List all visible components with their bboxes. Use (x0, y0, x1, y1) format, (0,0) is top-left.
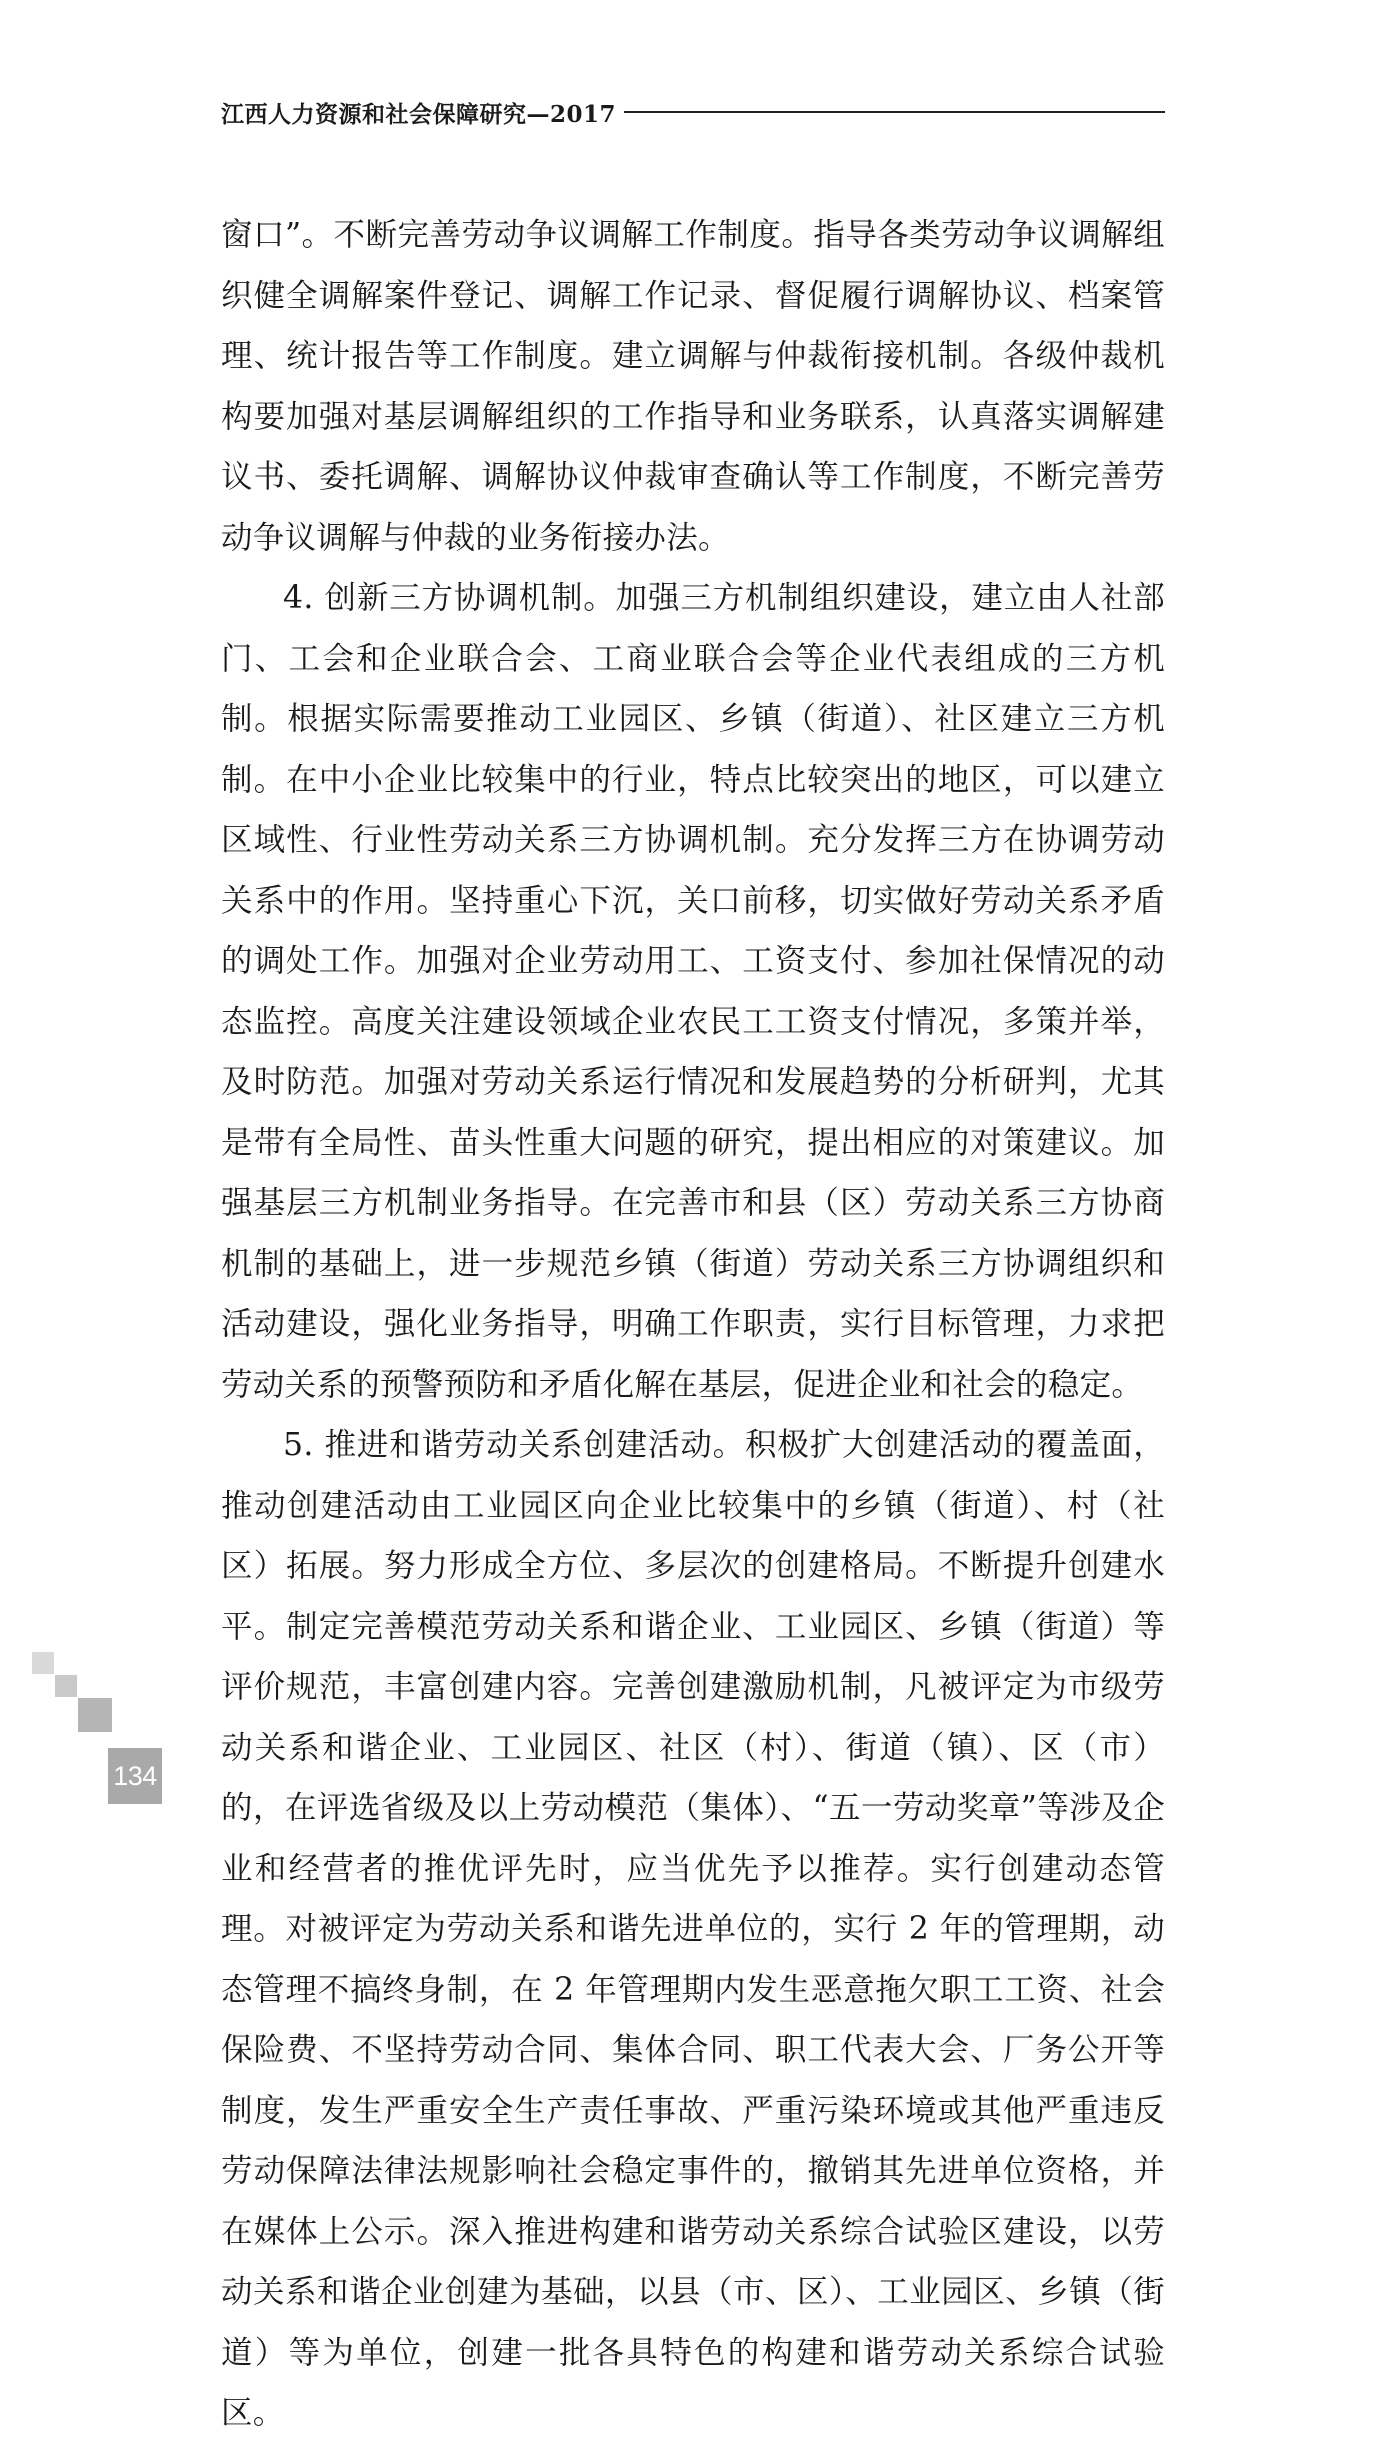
header-title: 江西人力资源和社会保障研究—2017 (221, 100, 617, 128)
decorative-square-medium (55, 1675, 77, 1697)
running-header (221, 92, 1165, 132)
body-text (221, 205, 1165, 2444)
page-number: 134 (113, 1760, 157, 1791)
decorative-square-small (32, 1652, 54, 1674)
header-rule (624, 111, 1165, 113)
paragraph-section-5: 5. 推进和谐劳动关系创建活动。积极扩大创建活动的覆盖面，推动创建活动由工业园区向企业比较集中的乡镇（街道）、村（社区）拓展。努力形成全方位、多层次的创建格局。不断提升创建水平。制定完善模范劳动关系和谐企业、工业园区、乡镇（街道）等评价规范，丰富创建内容。完善创建激励机制，凡被评定为市级劳动关系和谐企业、工业园区、社区（村）、街道（镇）、区（市）的，在评选省级及以上劳动模范（集体）、“五一劳动奖章”等涉及企业和经营者的推优评先时，应当优先予以推荐。实行创建动态管理。对被评定为劳动关系和谐先进单位的，实行 2 年的管理期，动态管理不搞终身制，在 2 年管理期内发生恶意拖欠职工工资、社会保险费、不坚持劳动合同、集体合同、职工代表大会、厂务公开等制度，发生严重安全生产责任事故、严重污染环境或其他严重违反劳动保障法律法规影响社会稳定事件的，撤销其先进单位资格，并在媒体上公示。深入推进构建和谐劳动关系综合试验区建设，以劳动关系和谐企业创建为基础，以县（市、区）、工业园区、乡镇（街道）等为单位，创建一批各具特色的构建和谐劳动关系综合试验区。 (221, 1427, 1165, 2431)
page-number-box (108, 1748, 162, 1804)
decorative-square-large (78, 1698, 112, 1732)
paragraph-section-4: 4. 创新三方协调机制。加强三方机制组织建设，建立由人社部门、工会和企业联合会、工商业联合会等企业代表组成的三方机制。根据实际需要推动工业园区、乡镇（街道）、社区建立三方机制。在中小企业比较集中的行业，特点比较突出的地区，可以建立区域性、行业性劳动关系三方协调机制。充分发挥三方在协调劳动关系中的作用。坚持重心下沉，关口前移，切实做好劳动关系矛盾的调处工作。加强对企业劳动用工、工资支付、参加社保情况的动态监控。高度关注建设领域企业农民工工资支付情况，多策并举，及时防范。加强对劳动关系运行情况和发展趋势的分析研判，尤其是带有全局性、苗头性重大问题的研究，提出相应的对策建议。加强基层三方机制业务指导。在完善市和县（区）劳动关系三方协商机制的基础上，进一步规范乡镇（街道）劳动关系三方协调组织和活动建设，强化业务指导，明确工作职责，实行目标管理，力求把劳动关系的预警预防和矛盾化解在基层，促进企业和社会的稳定。 (221, 580, 1165, 1403)
paragraph-continuation: 窗口”。不断完善劳动争议调解工作制度。指导各类劳动争议调解组织健全调解案件登记、调解工作记录、督促履行调解协议、档案管理、统计报告等工作制度。建立调解与仲裁衔接机制。各级仲裁机构要加强对基层调解组织的工作指导和业务联系，认真落实调解建议书、委托调解、调解协议仲裁审查确认等工作制度，不断完善劳动争议调解与仲裁的业务衔接办法。 (221, 217, 1165, 556)
